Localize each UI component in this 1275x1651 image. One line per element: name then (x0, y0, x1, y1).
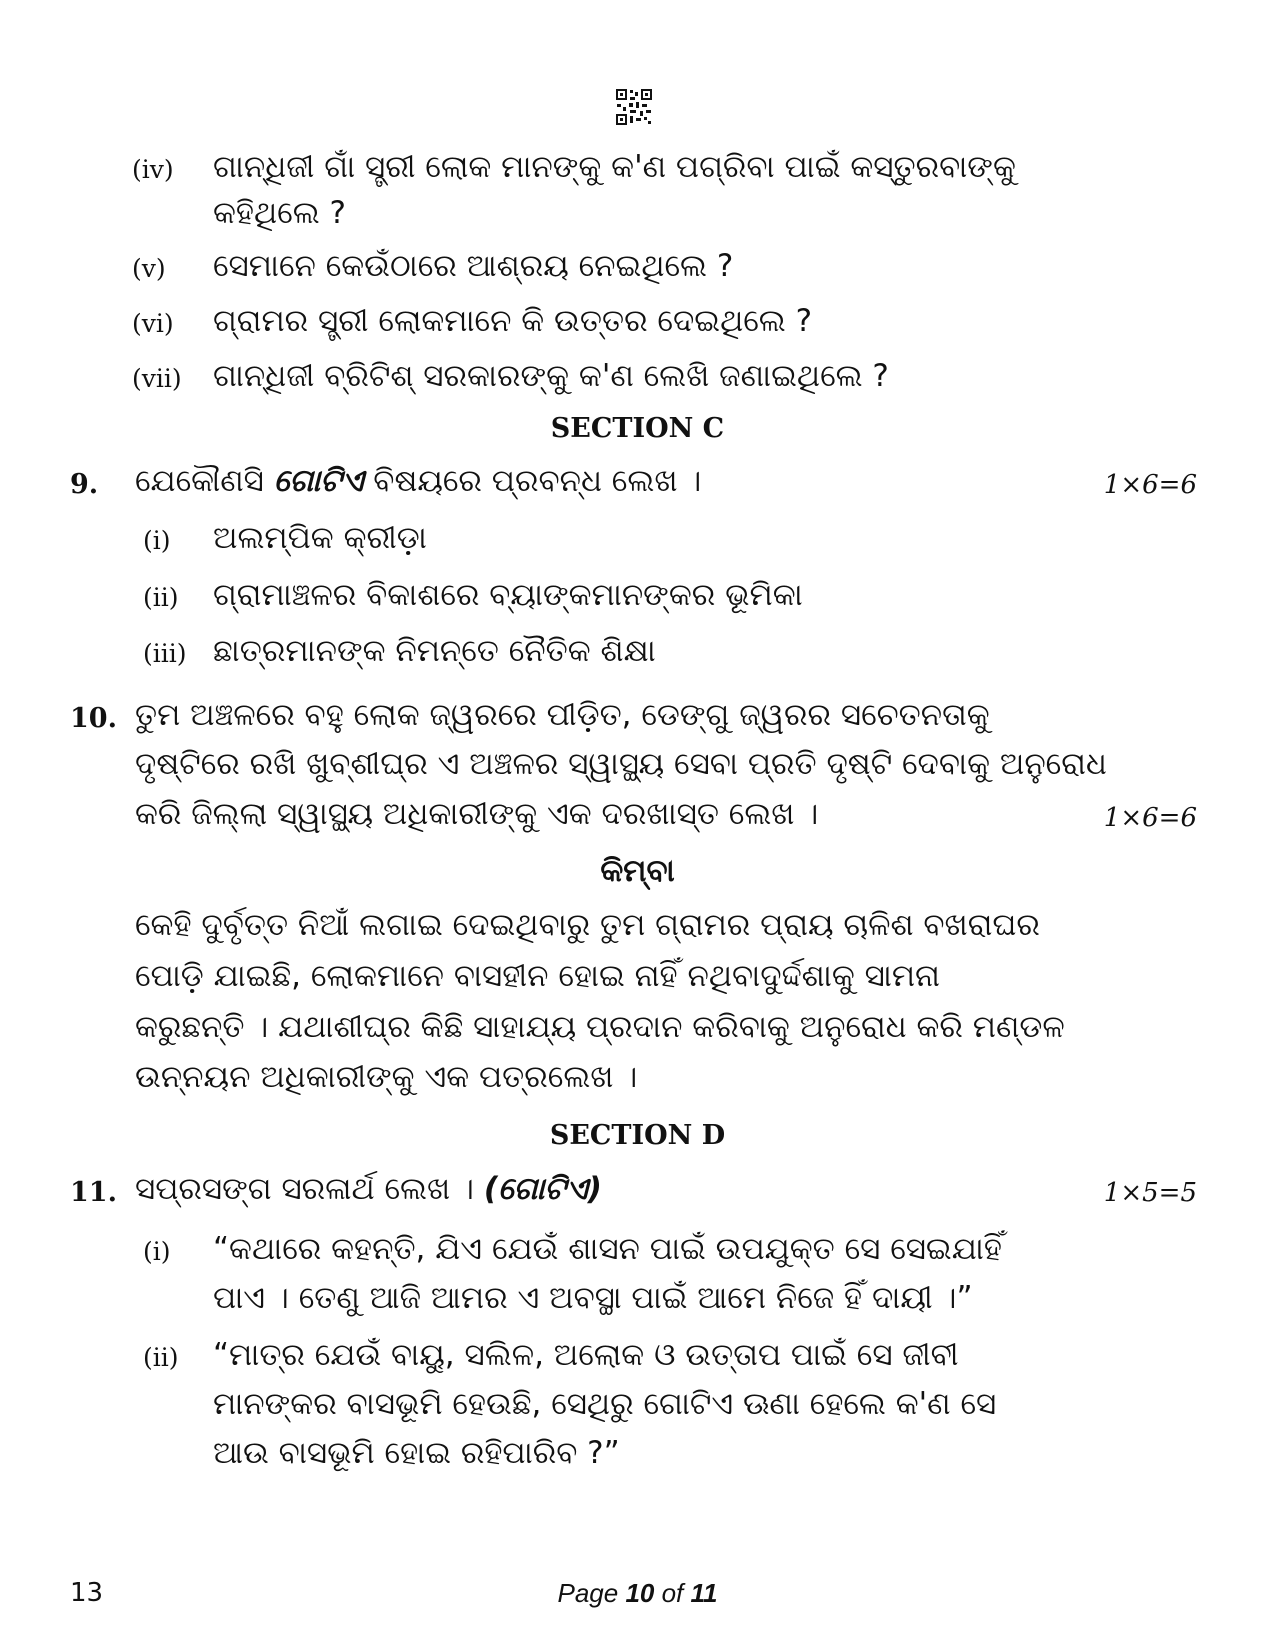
option-line: “ମାତ୍ର ଯେଉଁ ବାୟୁ, ସଲିଳ, ଅଲୋକ ଓ ଉତ୍ତାପ ପାଇଁ ସେ ଜୀବୀ (213, 1337, 959, 1373)
question-text: ଯେକୌଣସି ଗୋଟିଏ ବିଷୟରେ ପ୍ରବନ୍ଧ ଲେଖ । (135, 463, 702, 499)
alt-line: ଉନ୍ନୟନ ଅଧିକାରୀଙ୍କୁ ଏକ ପତ୍ରଲେଖ । (135, 1059, 638, 1095)
option-line: ପାଏ । ତେଣୁ ଆଜି ଆମର ଏ ଅବସ୍ଥା ପାଇଁ ଆମେ ନିଜେ ହିଁ ଦାୟୀ ।” (213, 1280, 973, 1316)
item-line: ଗାନ୍ଧିଜୀ ବ୍ରିଟିଶ୍ ସରକାରଙ୍କୁ କ'ଣ ଲେଖି ଜଣାଇଥିଲେ ? (213, 358, 889, 394)
option-number: (ii) (143, 1343, 179, 1372)
item-line: ସେମାନେ କେଉଁଠାରେ ଆଶ୍ରୟ ନେଇଥିଲେ ? (213, 248, 734, 284)
option-text: ଛାତ୍ରମାନଙ୍କ ନିମନ୍ତେ ନୈତିକ ଶିକ୍ଷା (213, 633, 656, 669)
section-c-heading: SECTION C (550, 413, 725, 444)
page-number: Page 10 of 11 (557, 1578, 718, 1608)
question-line: କରି ଜିଲ୍ଲା ସ୍ୱାସ୍ଥ୍ୟ ଅଧିକାରୀଙ୍କୁ ଏକ ଦରଖାସ୍ତ ଲେଖ । (135, 796, 819, 832)
option-line: “କଥାରେ କହନ୍ତି, ଯିଏ ଯେଉଁ ଶାସନ ପାଇଁ ଉପଯୁକ୍ତ ସେ ସେଇଯାହିଁ (213, 1231, 1002, 1267)
question-number: 11. (70, 1177, 117, 1208)
item-number: (vii) (132, 364, 182, 393)
marks: 1×6=6 (1103, 470, 1197, 500)
option-line: ମାନଙ୍କର ବାସଭୂମି ହେଉଛି, ସେଥିରୁ ଗୋଟିଏ ଊଣା ହେଲେ କ'ଣ ସେ (213, 1386, 997, 1422)
marks: 1×5=5 (1103, 1178, 1197, 1208)
marks: 1×6=6 (1103, 803, 1197, 833)
question-text: ସପ୍ରସଙ୍ଗ ସରଳାର୍ଥ ଲେଖ । (ଗୋଟିଏ) (135, 1171, 602, 1207)
or-label: କିମ୍ବା (600, 853, 675, 889)
alt-line: କେହି ଦୁର୍ବୃତ୍ତ ନିଆଁ ଲଗାଇ ଦେଇଥିବାରୁ ତୁମ ଗ୍ରାମର ପ୍ରାୟ ଚାଳିଶ ବଖରାଘର (135, 907, 1040, 943)
item-number: (iv) (132, 155, 174, 184)
option-line: ଆଉ ବାସଭୂମି ହୋଇ ରହିପାରିବ ?” (213, 1435, 620, 1471)
option-text: ଅଲମ୍ପିକ କ୍ରୀଡ଼ା (213, 520, 427, 556)
paper-code: 13 (70, 1578, 104, 1608)
alt-line: କରୁଛନ୍ତି । ଯଥାଶୀଘ୍ର କିଛି ସାହାଯ୍ୟ ପ୍ରଦାନ କରିବାକୁ ଅନୁରୋଧ କରି ମଣ୍ଡଳ (135, 1009, 1065, 1045)
option-number: (ii) (143, 583, 179, 612)
item-line: ଗାନ୍ଧିଜୀ ଗାଁ ସ୍ତ୍ରୀ ଲୋକ ମାନଙ୍କୁ କ'ଣ ପଗ୍ରିବା ପାଇଁ କସ୍ତୁରବାଙ୍କୁ (213, 149, 1016, 185)
item-number: (vi) (132, 309, 174, 338)
emphasis: (ଗୋଟିଏ) (483, 1171, 602, 1207)
option-number: (i) (143, 1237, 171, 1266)
emphasis: ଗୋଟିଏ (273, 463, 364, 499)
question-line: ତୁମ ଅଞ୍ଚଳରେ ବହୁ ଲୋକ ଜ୍ୱରରେ ପୀଡ଼ିତ, ଡେଙ୍ଗୁ ଜ୍ୱରର ସଚେତନତାକୁ (135, 697, 990, 733)
option-number: (i) (143, 526, 171, 555)
item-number: (v) (132, 254, 166, 283)
item-line: କହିଥିଲେ ? (213, 195, 346, 231)
qr-code (615, 88, 653, 126)
question-number: 9. (70, 469, 99, 500)
alt-line: ପୋଡ଼ି ଯାଇଛି, ଲୋକମାନେ ବାସହୀନ ହୋଇ ନାହିଁ ନଥିବାଦୁର୍ଦ୍ଦଶାକୁ ସାମନା (135, 958, 940, 994)
question-line: ଦୃଷ୍ଟିରେ ରଖି ଖୁବ୍‌ଶୀଘ୍ର ଏ ଅଞ୍ଚଳର ସ୍ୱାସ୍ଥ୍ୟ ସେବା ପ୍ରତି ଦୃଷ୍ଟି ଦେବାକୁ ଅନୁରୋଧ (135, 746, 1107, 782)
question-number: 10. (70, 703, 117, 734)
section-d-heading: SECTION D (549, 1120, 726, 1151)
item-line: ଗ୍ରାମର ସ୍ତ୍ରୀ ଲୋକମାନେ କି ଉତ୍ତର ଦେଇଥିଲେ ? (213, 303, 813, 339)
option-number: (iii) (143, 639, 187, 668)
option-text: ଗ୍ରାମାଞ୍ଚଳର ବିକାଶରେ ବ୍ୟାଙ୍କମାନଙ୍କର ଭୂମିକା (213, 577, 803, 613)
